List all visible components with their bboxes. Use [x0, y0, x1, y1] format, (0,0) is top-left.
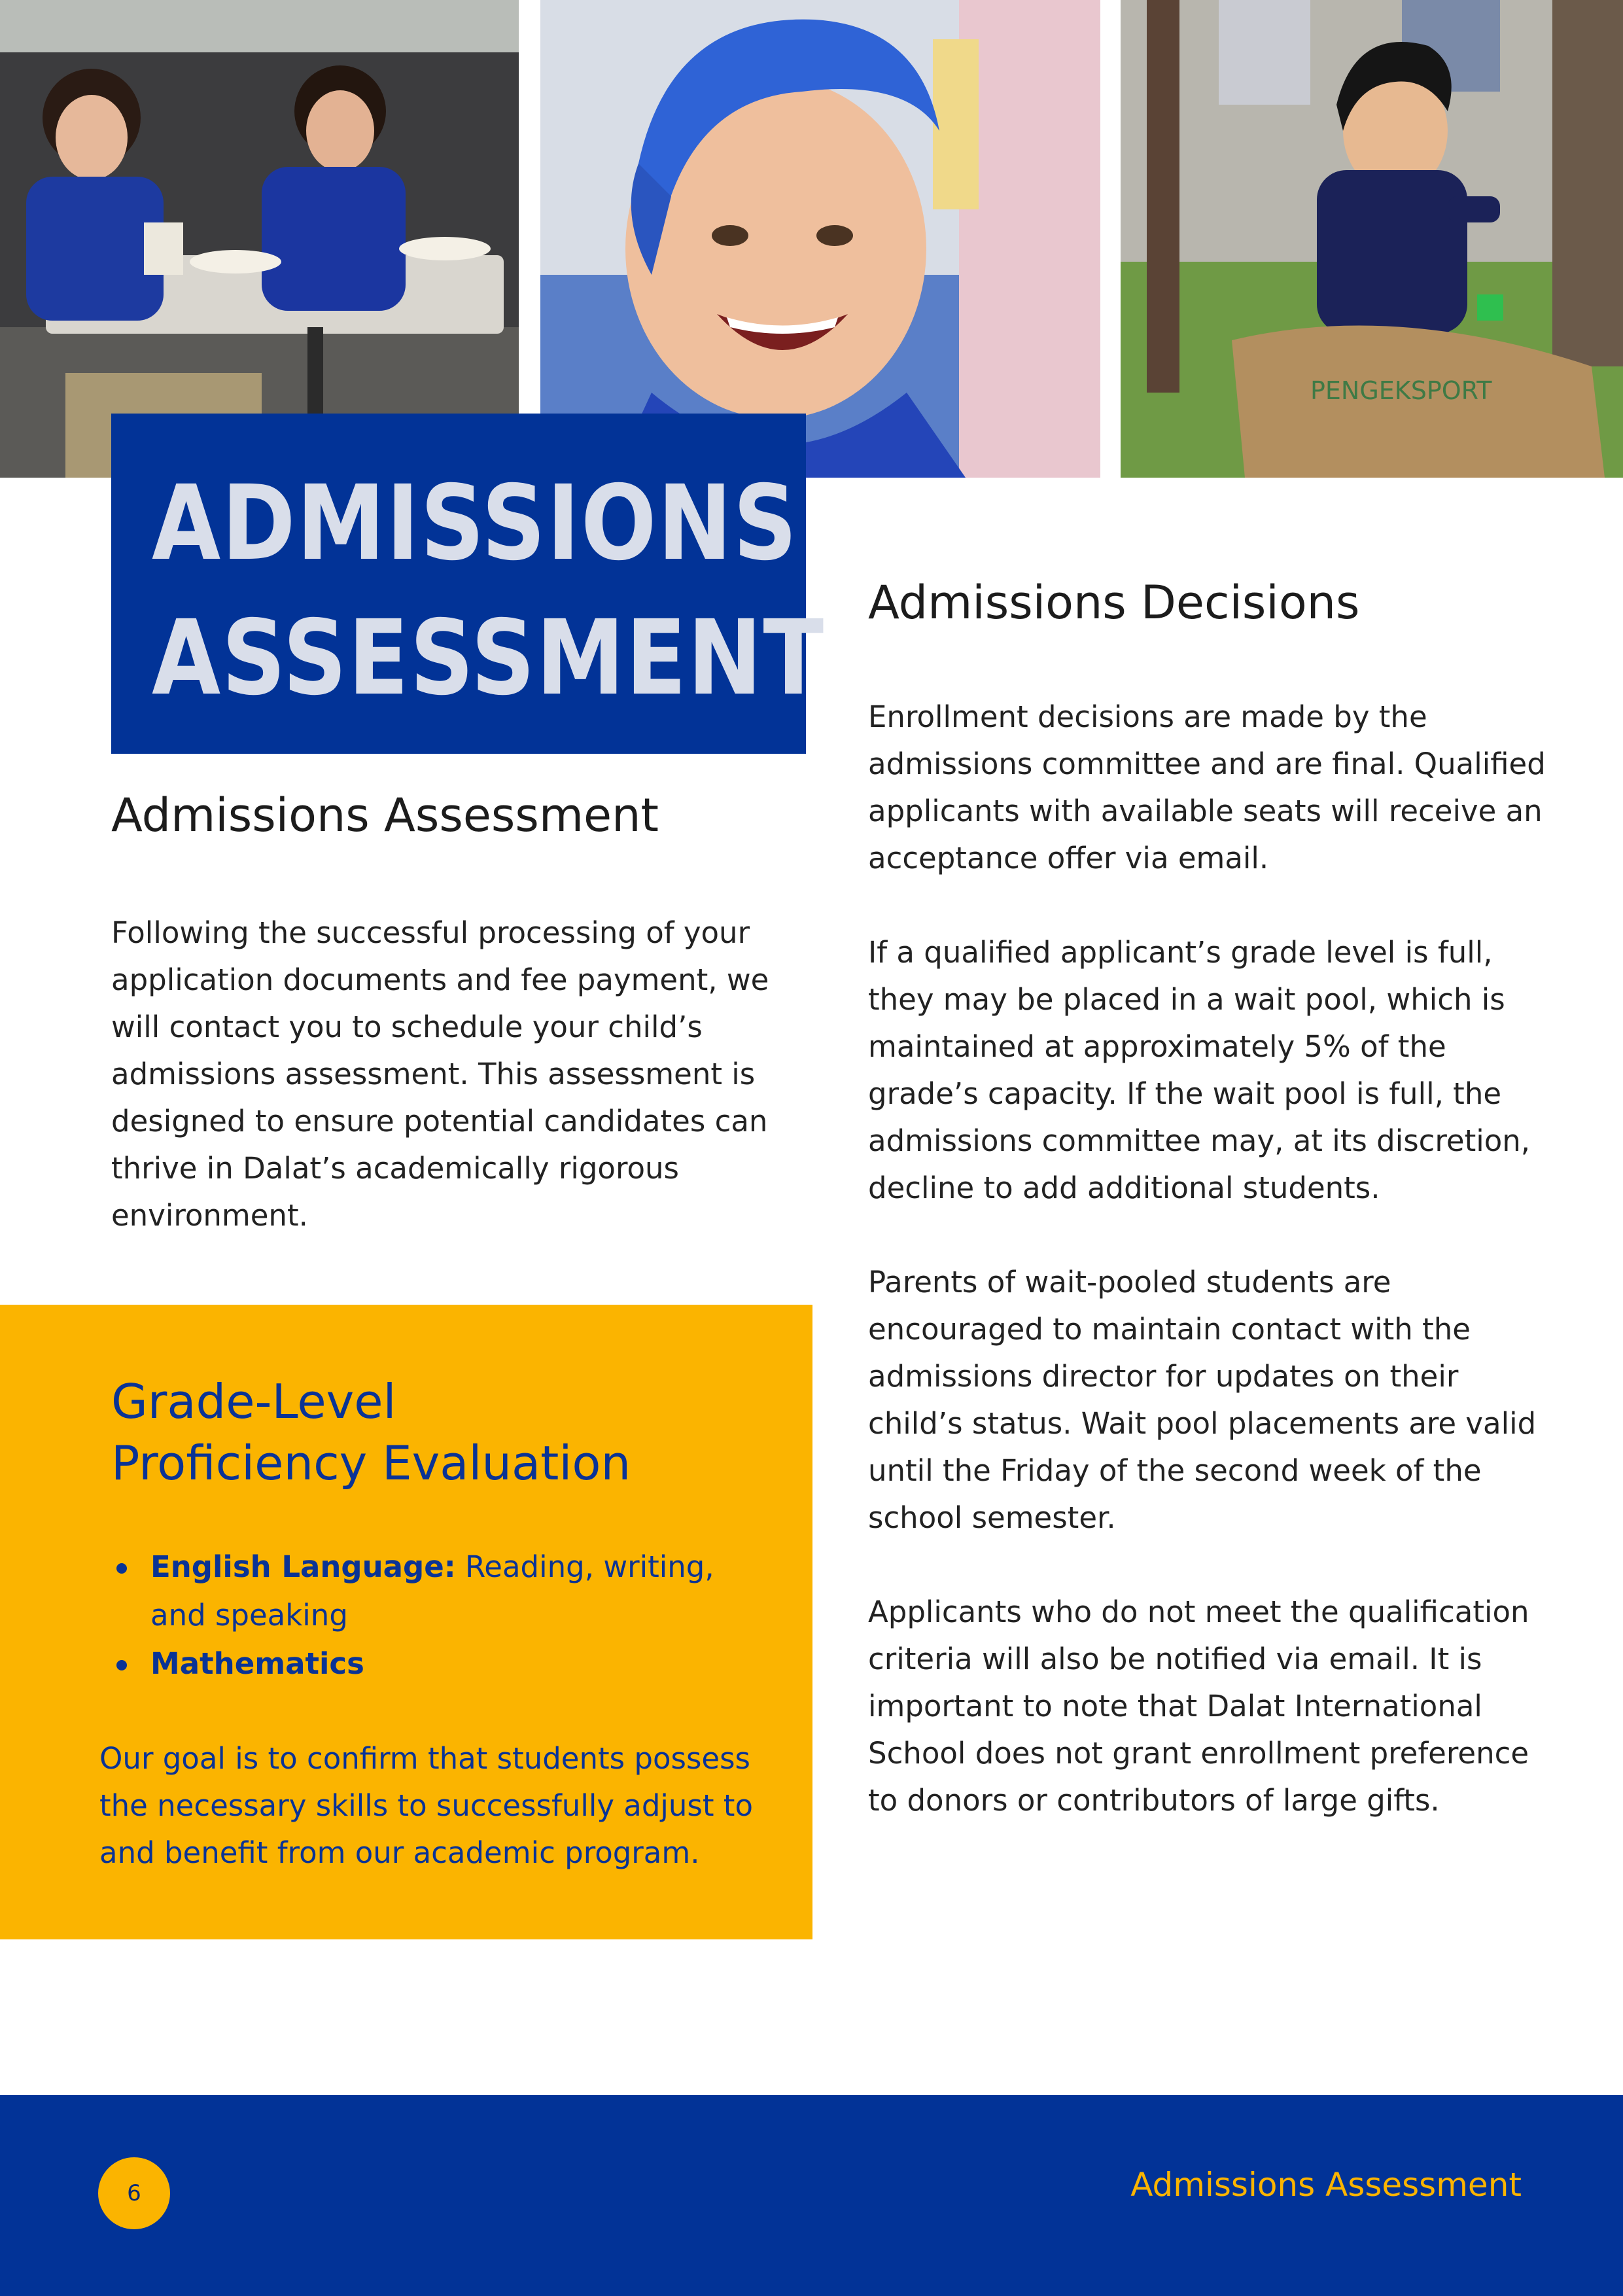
bullet-icon [116, 1563, 127, 1574]
admissions-assessment-heading: Admissions Assessment [111, 788, 659, 842]
list-item [111, 1543, 778, 1640]
admissions-decisions-heading: Admissions Decisions [868, 576, 1360, 629]
footer-title: Admissions Assessment [1130, 2166, 1522, 2204]
decisions-text [868, 694, 1555, 1871]
photo-smiling-boy-blue-cap [540, 0, 1100, 478]
proficiency-heading [111, 1371, 631, 1494]
page-number-badge: 6 [98, 2157, 170, 2229]
bullet-icon [116, 1660, 127, 1670]
title-banner [111, 414, 825, 754]
photo-boy-sack-race [1121, 0, 1623, 478]
decisions-paragraph: If a qualified applicant’s grade level is full, they may be placed in a wait pool, which is maintained at approximately 5% of the grade’s capacity. If the wait pool is full, the admissions committee may, at its discretion, decline to add additional students. [868, 935, 1531, 1205]
decisions-paragraph: Parents of wait-pooled students are encouraged to maintain contact with the admissions director for updates on their child’s status. Wait pool placements are valid until the Friday of the second week of the school semester. [868, 1265, 1537, 1535]
list-item-bold: English Language: [150, 1549, 456, 1584]
list-item-bold: Mathematics [150, 1646, 364, 1681]
proficiency-heading-line2: Proficiency Evaluation [111, 1436, 631, 1491]
decisions-paragraph: Applicants who do not meet the qualification criteria will also be notified via email. It is important to note that Dalat International School does not grant enrollment preference to donors or contributors of large gifts. [868, 1595, 1529, 1818]
list-item [111, 1640, 778, 1688]
assessment-paragraph: Following the successful processing of your application documents and fee payment, we will contact you to schedule your child’s admissions assessment. This assessment is designed to ensure potential candidates can thrive in Dalat’s academically rigorous environment. [111, 915, 769, 1233]
decisions-paragraph: Enrollment decisions are made by the admissions committee and are final. Qualified applicants with available seats will receive an acceptance offer via email. [868, 699, 1546, 875]
photo-students-eating-lunch [0, 0, 519, 478]
page-title [152, 456, 825, 726]
svg-text:PENGEKSPORT: PENGEKSPORT [1310, 376, 1492, 405]
page-title-line2: ASSESSMENT [152, 598, 825, 718]
page-title-line1: ADMISSIONS [152, 463, 799, 584]
proficiency-heading-line1: Grade-Level [111, 1374, 396, 1429]
proficiency-list [111, 1543, 778, 1688]
goal-paragraph: Our goal is to confirm that students possess the necessary skills to successfully adjust to and benefit from our academic program. [99, 1741, 753, 1870]
list-item-text: Reading, writing, and speaking [150, 1549, 714, 1633]
